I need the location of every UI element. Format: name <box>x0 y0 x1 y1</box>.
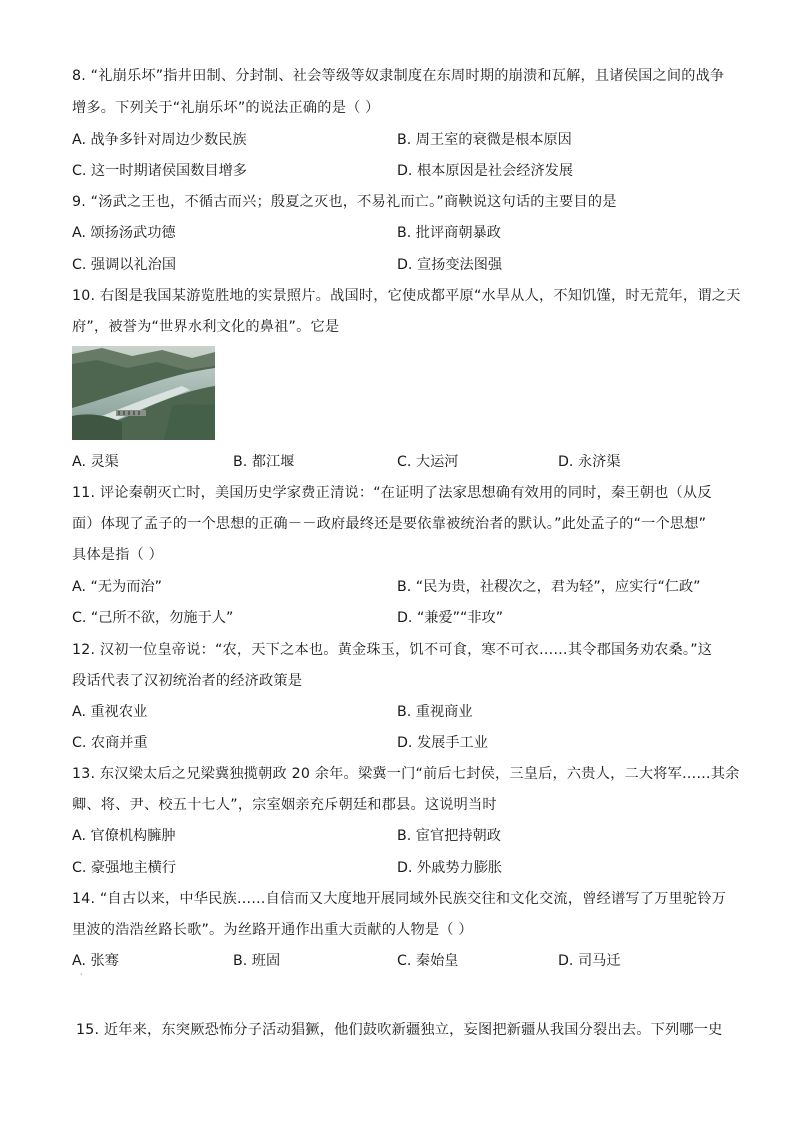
q11-option-d[interactable]: D. “兼爱”“非攻” <box>397 610 504 626</box>
q8-stem-line-2: 增多。下列关于“礼崩乐坏”的说法正确的是（ ） <box>72 100 380 116</box>
q14-option-d[interactable]: D. 司马迁 <box>558 953 621 969</box>
q11-option-a[interactable]: A. “无为而治” <box>72 579 162 595</box>
dujiangyan-photo <box>72 346 215 440</box>
q8-stem-line-1: 8. “礼崩乐坏”指井田制、分封制、社会等级等奴隶制度在东周时期的崩溃和瓦解，且诸侯国之间的战争 <box>72 68 725 84</box>
q11-option-b[interactable]: B. “民为贵，社稷次之，君为轻”，应实行“仁政” <box>397 579 701 595</box>
q9-stem-line-1: 9. “汤武之王也，不循古而兴；殷夏之灭也，不易礼而亡。”商鞅说这句话的主要目的是 <box>72 194 617 210</box>
stray-mark: · <box>80 970 83 979</box>
q10-stem-line-2: 府”，被誉为“世界水利文化的鼻祖”。它是 <box>72 319 340 335</box>
q12-option-d[interactable]: D. 发展手工业 <box>397 735 488 751</box>
q10-option-d[interactable]: D. 永济渠 <box>558 454 621 470</box>
q9-option-a[interactable]: A. 颂扬汤武功德 <box>72 225 176 241</box>
q13-option-b[interactable]: B. 宦官把持朝政 <box>397 828 501 844</box>
q9-option-b[interactable]: B. 批评商朝暴政 <box>397 225 501 241</box>
q11-option-c[interactable]: C. “己所不欲，勿施于人” <box>72 610 234 626</box>
q10-option-a[interactable]: A. 灵渠 <box>72 454 119 470</box>
q14-option-c[interactable]: C. 秦始皇 <box>397 953 459 969</box>
q14-stem-line-2: 里波的浩浩丝路长歌”。为丝路开通作出重大贡献的人物是（ ） <box>72 922 473 938</box>
q13-stem-line-1: 13. 东汉梁太后之兄梁冀独揽朝政 20 余年。梁冀一门“前后七封侯，三皇后，六贵人，二大将军……其余 <box>72 766 740 782</box>
q13-option-d[interactable]: D. 外戚势力膨胀 <box>397 860 503 876</box>
q11-stem-line-3: 具体是指（ ） <box>72 547 164 563</box>
q11-stem-line-1: 11. 评论秦朝灭亡时，美国历史学家费正清说：“在证明了法家思想确有效用的同时，秦王朝也（从反 <box>72 485 712 501</box>
q14-option-a[interactable]: A. 张骞 <box>72 953 119 969</box>
q13-option-a[interactable]: A. 官僚机构臃肿 <box>72 828 176 844</box>
q13-option-c[interactable]: C. 豪强地主横行 <box>72 860 177 876</box>
q15-stem-line-1: 15. 近年来，东突厥恐怖分子活动猖獗，他们鼓吹新疆独立，妄图把新疆从我国分裂出去。下列哪一史 <box>76 1022 723 1038</box>
river-landscape-image <box>72 346 215 440</box>
q12-option-a[interactable]: A. 重视农业 <box>72 704 148 720</box>
q14-stem-line-1: 14. “自古以来，中华民族……自信而又大度地开展同域外民族交往和文化交流，曾经谱写了万里驼铃万 <box>72 891 727 907</box>
q12-stem-line-2: 段话代表了汉初统治者的经济政策是 <box>72 673 303 689</box>
q11-stem-line-2: 面）体现了孟子的一个思想的正确－－政府最终还是要依靠被统治者的默认。”此处孟子的“一个思想” <box>72 516 707 532</box>
q12-option-c[interactable]: C. 农商并重 <box>72 735 148 751</box>
q12-stem-line-1: 12. 汉初一位皇帝说：“农，天下之本也。黄金珠玉，饥不可食，寒不可衣……其令郡国务劝农桑。”这 <box>72 642 713 658</box>
q14-option-b[interactable]: B. 班固 <box>233 953 281 969</box>
q8-option-b[interactable]: B. 周王室的衰微是根本原因 <box>397 132 572 148</box>
q8-option-d[interactable]: D. 根本原因是社会经济发展 <box>397 163 574 179</box>
q10-option-c[interactable]: C. 大运河 <box>397 454 459 470</box>
q8-option-a[interactable]: A. 战争多针对周边少数民族 <box>72 132 247 148</box>
q10-option-b[interactable]: B. 都江堰 <box>233 454 295 470</box>
q9-option-d[interactable]: D. 宣扬变法图强 <box>397 257 503 273</box>
q12-option-b[interactable]: B. 重视商业 <box>397 704 473 720</box>
q13-stem-line-2: 卿、将、尹、校五十七人”，宗室姻亲充斥朝廷和郡县。这说明当时 <box>72 797 497 813</box>
q10-stem-line-1: 10. 右图是我国某游览胜地的实景照片。战国时，它使成都平原“水旱从人，不知饥馑，时无荒年，谓之天 <box>72 288 741 304</box>
q9-option-c[interactable]: C. 强调以礼治国 <box>72 257 177 273</box>
q8-option-c[interactable]: C. 这一时期诸侯国数目增多 <box>72 163 247 179</box>
